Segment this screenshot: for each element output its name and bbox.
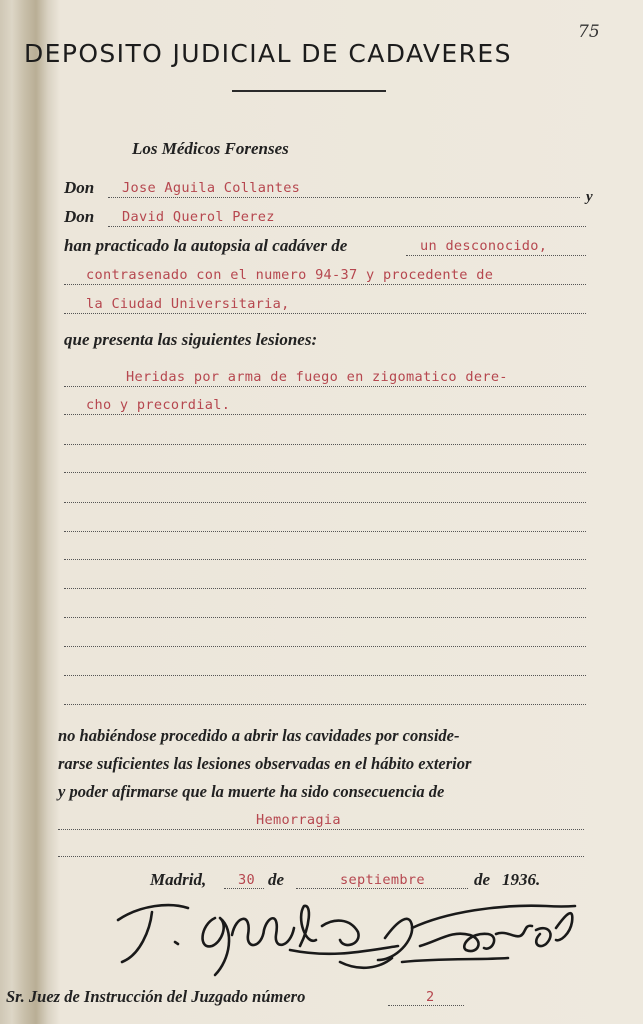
doctor-name-1: Jose Aguila Collantes — [122, 180, 301, 196]
forensic-intro: Los Médicos Forenses — [132, 139, 289, 158]
document-title: DEPOSITO JUDICIAL DE CADAVERES — [24, 39, 512, 68]
date-month: septiembre — [340, 872, 425, 888]
conjunction-y: y — [586, 189, 593, 205]
lesion-line-1: Heridas por arma de fuego en zigomatico dere- — [126, 369, 508, 385]
don-label-1: Don — [64, 178, 95, 197]
subject-line-3: la Ciudad Universitaria, — [86, 296, 290, 312]
conclusion-line-2: rarse suficientes las lesiones observadas en el hábito exterior — [58, 754, 472, 773]
date-de: de — [268, 870, 285, 889]
doctor-name-2: David Querol Perez — [122, 209, 275, 225]
lesion-line-2: cho y precordial. — [86, 397, 231, 413]
subject-line-2: contrasenado con el numero 94-37 y procedente de — [86, 267, 494, 283]
date-de-2: de — [474, 870, 491, 889]
conclusion-line-3: y poder afirmarse que la muerte ha sido consecuencia de — [58, 782, 445, 801]
date-day: 30 — [238, 872, 255, 888]
conclusion-line-1: no habiéndose procedido a abrir las cavidades por conside- — [58, 726, 460, 745]
fill-line — [388, 1005, 464, 1006]
addressee-line: Sr. Juez de Instrucción del Juzgado número — [6, 987, 306, 1006]
don-label-2: Don — [64, 207, 95, 226]
date-city: Madrid, — [150, 870, 207, 889]
page-number: 75 — [578, 22, 600, 42]
autopsy-lead: han practicado la autopsia al cadáver de — [64, 236, 348, 255]
subject-line-1: un desconocido, — [420, 238, 548, 254]
lesions-lead: que presenta las siguientes lesiones: — [64, 330, 318, 349]
court-number: 2 — [426, 989, 435, 1005]
cause-of-death: Hemorragia — [256, 812, 341, 828]
date-year: 1936. — [502, 870, 541, 889]
